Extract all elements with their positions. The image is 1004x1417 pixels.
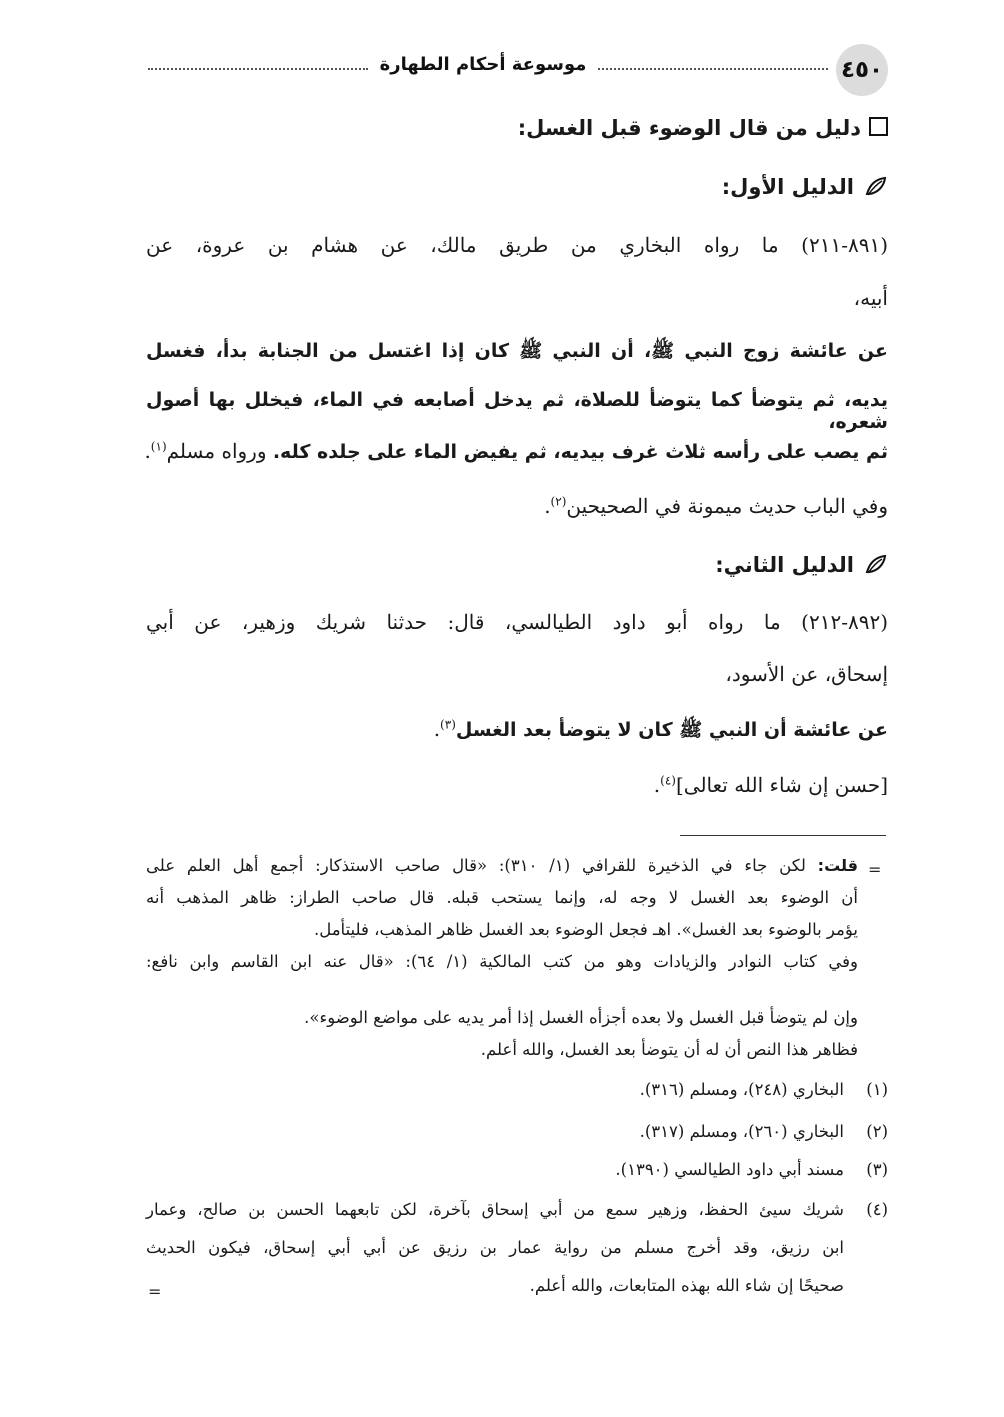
- footnote-4-number: (٤): [866, 1200, 888, 1219]
- checkbox-icon: [869, 117, 888, 136]
- header-dotted-rule-right: [598, 68, 828, 70]
- evidence2-line1: (٨٩٢-٢١٢) ما رواه أبو داود الطيالسي، قال: حدثنا شريك وزهير، عن أبي: [146, 610, 889, 634]
- maymuna-text: وفي الباب حديث ميمونة في الصحيحين: [566, 494, 888, 518]
- footnote-3-text: مسند أبي داود الطيالسي (١٣٩٠).: [615, 1160, 844, 1179]
- maymuna-line: [544, 494, 888, 518]
- period: .: [544, 494, 551, 518]
- section-heading: [518, 116, 888, 140]
- evidence2-heading: [715, 552, 888, 581]
- hadith1-line3-text: ثم يصب على رأسه ثلاث غرف بيديه، ثم يفيض الماء على جلده كله.: [272, 441, 888, 463]
- footnote-1-number: (١): [866, 1080, 888, 1099]
- leaf-ornament-icon: [864, 174, 888, 203]
- section-heading-text: دليل من قال الوضوء قبل الغسل:: [517, 116, 861, 140]
- header-dotted-rule-left: [148, 68, 368, 70]
- footnote-cont-line2: أن الوضوء بعد الغسل لا وجه له، وإنما يستحب قبله. قال صاحب الطراز: ظاهر المذهب أنه: [146, 888, 858, 907]
- footnote-1-text: البخاري (٢٤٨)، ومسلم (٣١٦).: [639, 1080, 844, 1099]
- hadith1-line2: يديه، ثم يتوضأ كما يتوضأ للصلاة، ثم يدخل أصابعه في الماء، فيخلل بها أصول شعره،: [146, 389, 888, 433]
- footnote-cont-line1-text: لكن جاء في الذخيرة للقرافي (١/ ٣١٠): «قال صاحب الاستذكار: أجمع أهل العلم على: [146, 856, 806, 875]
- footnote-4-line2: ابن رزيق، وقد أخرج مسلم من رواية عمار بن رزيق عن أبي أبي إسحاق، فيكون الحديث: [146, 1238, 844, 1257]
- footnote-2-number: (٢): [866, 1122, 888, 1141]
- footnote-3-number: (٣): [866, 1160, 888, 1179]
- footnote-marker-4: (٤): [660, 773, 676, 788]
- period: .: [144, 439, 151, 463]
- footnote-cont-line3: يؤمر بالوضوء بعد الغسل». اهـ فجعل الوضوء بعد الغسل ظاهر المذهب، فليتأمل.: [313, 920, 858, 939]
- footnote-separator: [680, 835, 886, 836]
- evidence1-heading-text: الدليل الأول:: [721, 175, 854, 199]
- running-title: موسوعة أحكام الطهارة: [379, 54, 587, 75]
- footnote-cont-line6: فظاهر هذا النص أن له أن يتوضأ بعد الغسل، والله أعلم.: [480, 1040, 858, 1059]
- footnote-cont-line5: وإن لم يتوضأ قبل الغسل ولا بعده أجزأه الغسل إذا أمر يديه على مواضع الوضوء».: [304, 1008, 858, 1027]
- footnote-marker-1: (١): [150, 439, 167, 454]
- continuation-mark: =: [868, 860, 882, 879]
- grading-line: [654, 773, 888, 797]
- period: .: [433, 717, 441, 741]
- hadith2-text: عن عائشة أن النبي ﷺ كان لا يتوضأ بعد الغسل: [455, 719, 888, 741]
- footnote-cont-bold: قلت:: [817, 856, 859, 875]
- evidence1-line2: أبيه،: [853, 286, 888, 310]
- hadith1-line1: عن عائشة زوج النبي ﷺ، أن النبي ﷺ كان إذا اغتسل من الجنابة بدأ، فغسل: [146, 340, 888, 362]
- footnote-4-line3: صحيحًا إن شاء الله بهذه المتابعات، والله أعلم.: [529, 1276, 844, 1295]
- grading-text: [حسن إن شاء الله تعالى]: [675, 773, 888, 797]
- evidence1-line1: (٨٩١-٢١١) ما رواه البخاري من طريق مالك، عن هشام بن عروة، عن: [146, 233, 888, 257]
- period: .: [653, 773, 661, 797]
- footnote-marker-2: (٢): [550, 494, 567, 509]
- hadith2-line: [434, 717, 888, 746]
- page-number-badge: [836, 44, 888, 96]
- hadith1-line3: [144, 439, 888, 463]
- evidence2-line2: إسحاق، عن الأسود،: [725, 662, 888, 686]
- footnote-marker-3: (٣): [440, 717, 456, 732]
- evidence1-heading: [722, 174, 888, 203]
- hadith1-line3-tail: ورواه مسلم: [166, 439, 267, 463]
- footnote-cont-line1: [146, 856, 858, 882]
- evidence2-heading-text: الدليل الثاني:: [715, 553, 854, 577]
- leaf-ornament-icon: [864, 552, 888, 581]
- page-number: ٤٥٠: [840, 57, 884, 83]
- footnote-4-line1: شريك سيئ الحفظ، وزهير سمع من أبي إسحاق بآخرة، لكن تابعهما الحسن بن صالح، وعمار: [146, 1200, 844, 1219]
- footnote-2-text: البخاري (٢٦٠)، ومسلم (٣١٧).: [639, 1122, 844, 1141]
- end-continuation-mark: =: [148, 1282, 162, 1301]
- footnote-cont-line4: وفي كتاب النوادر والزيادات وهو من كتب المالكية (١/ ٦٤): «قال عنه ابن القاسم وابن نافع:: [146, 952, 859, 971]
